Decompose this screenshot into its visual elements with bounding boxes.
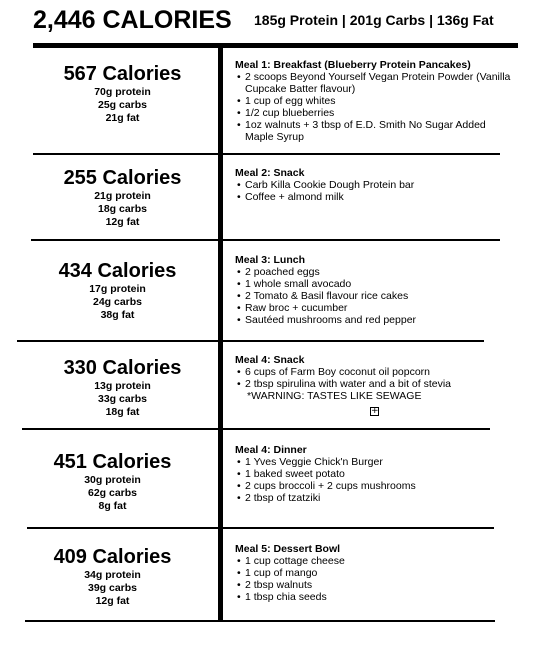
calorie-total: 330 Calories: [63, 357, 182, 379]
row-divider: [27, 527, 494, 529]
meal-title: Meal 5: Dessert Bowl: [235, 543, 341, 555]
fat-amount: 12g fat: [105, 216, 140, 228]
fat-amount: 38g fat: [100, 309, 135, 321]
meal-item: • 6 cups of Farm Boy coconut oil popcorn: [235, 366, 515, 378]
meal-item: • 1 cup cottage cheese: [235, 555, 515, 567]
calorie-total: 255 Calories: [63, 167, 182, 189]
row-divider: [22, 428, 490, 430]
row-divider: [17, 340, 484, 342]
meal-item: • 2 Tomato & Basil flavour rice cakes: [235, 290, 515, 302]
meal-3-calorie-summary: [15, 259, 220, 322]
meal-item: • 1 Yves Veggie Chick'n Burger: [235, 456, 515, 468]
meal-items: [235, 555, 515, 603]
meal-item: • Sautéed mushrooms and red pepper: [235, 314, 515, 326]
calorie-total: 567 Calories: [63, 63, 182, 85]
meal-item: • Carb Killa Cookie Dough Protein bar: [235, 179, 515, 191]
meal-title: Meal 4: Snack: [235, 354, 305, 366]
meal-items: [235, 366, 515, 390]
meal-6-details: [235, 543, 515, 603]
meal-item: • 1 cup of mango: [235, 567, 515, 579]
protein-amount: 13g protein: [94, 380, 151, 392]
protein-amount: 17g protein: [89, 283, 146, 295]
meal-title: Meal 3: Lunch: [235, 254, 306, 266]
meal-1-calorie-summary: [20, 62, 225, 125]
protein-amount: 34g protein: [84, 569, 141, 581]
meal-items: [235, 71, 515, 143]
row-divider: [33, 153, 500, 155]
meal-item: • 2 tbsp of tzatziki: [235, 492, 515, 504]
meal-item: • 1oz walnuts + 3 tbsp of E.D. Smith No Sugar Added Maple Syrup: [235, 119, 515, 143]
row-divider: [25, 620, 495, 622]
meal-item: • Raw broc + cucumber: [235, 302, 515, 314]
meal-5-details: [235, 444, 515, 504]
meal-3-details: [235, 254, 515, 326]
meal-items: [235, 179, 515, 203]
meal-items: [235, 266, 515, 326]
header: [0, 0, 547, 44]
meal-item: • Coffee + almond milk: [235, 191, 515, 203]
protein-amount: 21g protein: [94, 190, 151, 202]
meal-4-details: [235, 354, 515, 402]
meal-title: Meal 4: Dinner: [235, 444, 307, 456]
page-title: 2,446 CALORIES: [33, 6, 232, 34]
meal-4-calorie-summary: [20, 356, 225, 419]
protein-amount: 70g protein: [94, 86, 151, 98]
carbs-amount: 33g carbs: [97, 393, 148, 405]
carbs-amount: 62g carbs: [87, 487, 138, 499]
header-divider: [33, 43, 518, 48]
meal-item: • 2 cups broccoli + 2 cups mushrooms: [235, 480, 515, 492]
carbs-amount: 39g carbs: [87, 582, 138, 594]
meal-2-details: [235, 167, 515, 203]
meal-2-calorie-summary: [20, 166, 225, 229]
calorie-total: 409 Calories: [53, 546, 172, 568]
meal-item: • 1 baked sweet potato: [235, 468, 515, 480]
meal-title: Meal 1: Breakfast (Blueberry Protein Pancakes): [235, 59, 471, 71]
meal-items: [235, 456, 515, 504]
carbs-amount: 24g carbs: [92, 296, 143, 308]
calorie-total: 451 Calories: [53, 451, 172, 473]
column-divider: [218, 48, 223, 621]
meal-item: • 2 tbsp walnuts: [235, 579, 515, 591]
daily-macros: 185g Protein | 201g Carbs | 136g Fat: [254, 12, 494, 28]
fat-amount: 18g fat: [105, 406, 140, 418]
calorie-total: 434 Calories: [58, 260, 177, 282]
protein-amount: 30g protein: [84, 474, 141, 486]
meal-1-details: [235, 59, 515, 143]
meal-item: • 1 whole small avocado: [235, 278, 515, 290]
fat-amount: 21g fat: [105, 112, 140, 124]
meal-item: • 2 scoops Beyond Yourself Vegan Protein Powder (Vanilla Cupcake Batter flavour): [235, 71, 515, 95]
meal-title: Meal 2: Snack: [235, 167, 305, 179]
plus-box-icon[interactable]: +: [371, 406, 379, 416]
carbs-amount: 25g carbs: [97, 99, 148, 111]
carbs-amount: 18g carbs: [97, 203, 148, 215]
fat-amount: 8g fat: [98, 500, 127, 512]
row-divider: [31, 239, 500, 241]
warning-note: *WARNING: TASTES LIKE SEWAGE: [247, 390, 422, 402]
meal-item: • 2 tbsp spirulina with water and a bit of stevia: [235, 378, 515, 390]
meal-item: • 2 poached eggs: [235, 266, 515, 278]
meal-5-calorie-summary: [10, 450, 215, 513]
fat-amount: 12g fat: [95, 595, 130, 607]
meal-item: • 1 tbsp chia seeds: [235, 591, 515, 603]
meal-item: • 1/2 cup blueberries: [235, 107, 515, 119]
meal-item: • 1 cup of egg whites: [235, 95, 515, 107]
meal-6-calorie-summary: [10, 545, 215, 608]
